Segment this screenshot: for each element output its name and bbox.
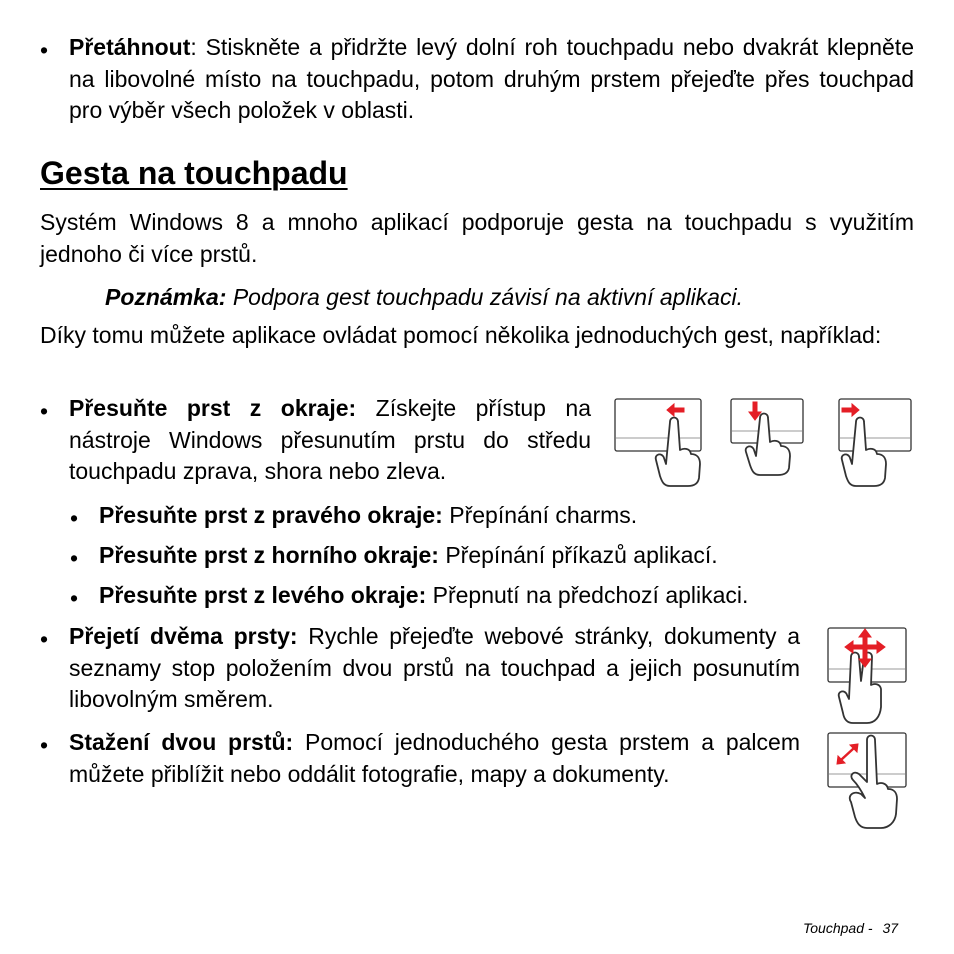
swipe-edge-description: Získejte přístup na nástroje Windows přesunutím prstu do středu touchpadu zprava, shora nebo zleva.	[69, 395, 591, 484]
swipe-edge-text	[69, 393, 591, 488]
swipe-from-top-icon	[730, 398, 806, 476]
bullet-marker: •	[70, 545, 79, 571]
page-footer	[803, 919, 898, 937]
sub-item-left-edge	[99, 580, 748, 612]
sub-item-description: Přepínání charms.	[442, 502, 638, 528]
two-finger-description: Rychle přejeďte webové stránky, dokumenty a seznamy stop položením dvou prstů na touchpad a jejich posunutím libovolným směrem.	[69, 623, 800, 712]
drag-bullet-text	[69, 32, 914, 127]
bullet-marker: •	[40, 398, 49, 424]
sub-item-title: Přesuňte prst z pravého okraje:	[99, 502, 443, 528]
two-finger-title: Přejetí dvěma prsty:	[69, 623, 298, 649]
two-finger-swipe-icon	[827, 627, 909, 725]
sub-item-title: Přesuňte prst z levého okraje:	[99, 582, 427, 608]
bullet-marker: •	[40, 626, 49, 652]
bullet-marker: •	[70, 505, 79, 531]
drag-description: : Stiskněte a přidržte levý dolní roh touchpadu nebo dvakrát klepněte na libovolné místo na touchpadu, potom druhým prstem přejeďte přes touchpad pro výběr všech položek v oblasti.	[69, 34, 914, 123]
footer-section: Touchpad -	[803, 920, 873, 936]
swipe-from-right-icon	[614, 398, 704, 488]
sub-item-right-edge	[99, 500, 637, 532]
sub-item-title: Přesuňte prst z horního okraje:	[99, 542, 439, 568]
note-label: Poznámka:	[105, 284, 227, 310]
page-number: 37	[882, 920, 899, 936]
pinch-title: Stažení dvou prstů:	[69, 729, 294, 755]
pinch-description: Pomocí jednoduchého gesta prstem a palcem můžete přiblížit nebo oddálit fotografie, mapy a dokumenty.	[69, 729, 800, 787]
sub-item-description: Přepnutí na předchozí aplikaci.	[426, 582, 749, 608]
swipe-from-left-icon	[838, 398, 914, 488]
examples-paragraph: Díky tomu můžete aplikace ovládat pomocí několika jednoduchých gest, například:	[40, 322, 882, 348]
bullet-marker: •	[70, 585, 79, 611]
two-finger-text	[69, 621, 800, 716]
intro-paragraph: Systém Windows 8 a mnoho aplikací podporuje gesta na touchpadu s využitím jednoho či více prstů.	[40, 209, 914, 267]
bullet-marker: •	[40, 37, 49, 63]
note	[105, 282, 743, 314]
pinch-zoom-icon	[827, 732, 909, 830]
sub-item-top-edge	[99, 540, 718, 572]
note-text: Podpora gest touchpadu závisí na aktivní aplikaci.	[226, 284, 743, 310]
sub-item-description: Přepínání příkazů aplikací.	[438, 542, 718, 568]
drag-title: Přetáhnout	[69, 34, 191, 60]
pinch-text	[69, 727, 800, 790]
section-heading: Gesta na touchpadu	[40, 155, 348, 191]
swipe-edge-title: Přesuňte prst z okraje:	[69, 395, 357, 421]
bullet-marker: •	[40, 732, 49, 758]
